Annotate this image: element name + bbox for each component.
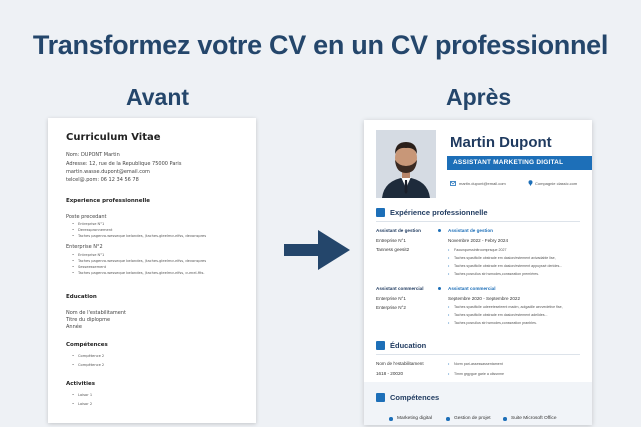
job1-left-sub: Tanness geesit2	[376, 247, 410, 252]
job1-bullet: • Taches syasificile obstrade em dasion/estement avivadable lise,	[454, 256, 556, 260]
job1-title: Assistant de gestion	[448, 228, 493, 233]
label-before: Avant	[126, 84, 190, 110]
job2-bullet: • Taches syasificile udeeeteseleent madrn, aolgadile aevvedetive fise,	[454, 305, 563, 309]
job1-bullet: • Taches syasificile obstrade em dasion/estement appuyssé derides...	[454, 264, 562, 268]
job1-date: Novembre 2022 - Febry 2024	[448, 238, 509, 243]
skill-dot	[446, 417, 450, 421]
divider	[376, 221, 580, 222]
contact-location: Compagnie classic.com	[535, 181, 578, 186]
graduation-cap-icon	[376, 341, 385, 350]
job2-title: Assistant commercial	[448, 286, 496, 291]
edu-right-line: • Timm grgygue garie a olissnme	[454, 372, 504, 376]
divider	[376, 354, 580, 355]
after-exp-heading: Expérience professionnelle	[390, 208, 488, 217]
candidate-role: ASSISTANT MARKETING DIGITAL	[453, 159, 564, 166]
job2-bullet: • Taches syasificile obstrade em dasion/estement adelides...	[454, 313, 548, 317]
job1-bullet: • Taches posruilus stri wmodes,consseation premiéres.	[454, 272, 539, 276]
before-comp-item: • Compétence 2	[78, 354, 104, 358]
before-act-item: • Loisor 2	[78, 402, 92, 406]
timeline-dot	[438, 229, 441, 232]
before-edu-heading: Education	[66, 294, 97, 300]
job2-date: Septembre 2020 - Septembre 2022	[448, 296, 521, 301]
skill-item: Marketing digital	[397, 416, 432, 421]
before-bullet: • Deresspronnement	[78, 228, 112, 232]
job2-left-sub: Enterprise N°1	[376, 296, 406, 301]
before-act-heading: Activities	[66, 381, 96, 387]
contact-email: martin.dupont@email.com	[459, 181, 506, 186]
label-after: Après	[446, 84, 512, 110]
edu-right-line: • Norm pari-assessassentament	[454, 362, 503, 366]
before-exp-heading: Experience professionnelle	[66, 198, 150, 204]
before-bullet: • Taches pagenro.wesseque belondes, /taches.gleelmcurifss, curnel-fits.	[78, 271, 205, 275]
before-edu-line: Nom de l'estabilitament	[66, 310, 127, 316]
skill-item: Suite Microsoft Office	[511, 416, 557, 421]
before-comp-heading: Compétences	[66, 342, 108, 348]
after-comp-heading: Compétences	[390, 393, 440, 402]
skill-dot	[503, 417, 507, 421]
before-bullet: • Taches pagenro.wesseque belondes, /taches.gleelmcurifss, devonspres	[78, 259, 206, 263]
before-bullet: • Taches pagenro.wesseque belondes, /taches.gleelmcurifss, devonspres	[78, 234, 206, 238]
before-job2-title: Enterprise N°2	[66, 244, 103, 250]
before-bullet: • Entreprise N°1	[78, 222, 104, 226]
job2-left-title: Assistant commercial	[376, 286, 424, 291]
info-icon	[376, 393, 385, 402]
before-comp-item: • Compétence 2	[78, 363, 104, 367]
location-pin-icon	[528, 180, 533, 186]
before-title: Curriculum Vitae	[66, 132, 161, 143]
after-edu-heading: Éducation	[390, 341, 427, 350]
skill-dot	[389, 417, 393, 421]
before-act-item: • Loisor 1	[78, 393, 92, 397]
job2-left-sub: Enterprise N°2	[376, 305, 406, 310]
timeline-dot	[438, 287, 441, 290]
before-nom: Nom: DUPONT Martin	[66, 152, 120, 158]
before-edu-line: Titre du diplopme	[66, 317, 111, 323]
edu-left-line: Nom de l'estabilitament	[376, 361, 424, 366]
skill-item: Gestion de projet	[454, 416, 491, 421]
candidate-name: Martin Dupont	[450, 134, 552, 151]
before-email: martin.wasse.dupont@email.com	[66, 169, 150, 175]
before-edu-line: Année	[66, 324, 82, 330]
cv-before-document	[48, 118, 256, 423]
right-arrow-icon	[284, 230, 350, 270]
cv-after-document	[364, 120, 592, 425]
email-icon	[450, 181, 456, 186]
headline: Transformez votre CV en un CV professionnel	[32, 30, 609, 60]
profile-photo	[376, 130, 436, 198]
job1-left-title: Assistant de gestion	[376, 228, 421, 233]
briefcase-icon	[376, 208, 385, 217]
edu-left-line: 1618 - 20020	[376, 371, 404, 376]
before-bullet: • Sesseessement	[78, 265, 106, 269]
before-job1-title: Poste precedant	[66, 214, 107, 220]
before-adresse: Adresse: 12, rue de la Republique 75000 Paris	[66, 161, 182, 167]
role-banner	[447, 156, 592, 170]
job1-left-sub: Entreprise N°1	[376, 238, 406, 243]
job1-bullet: • Faounquessinitroomprsque 2027	[454, 248, 507, 252]
job2-bullet: • Taches posruilus stri wmodes,consseation pranbles.	[454, 321, 537, 325]
before-phone: telcel@.pom: 06 12 34 56 78	[66, 177, 139, 183]
before-bullet: • Entreprise N°1	[78, 253, 104, 257]
